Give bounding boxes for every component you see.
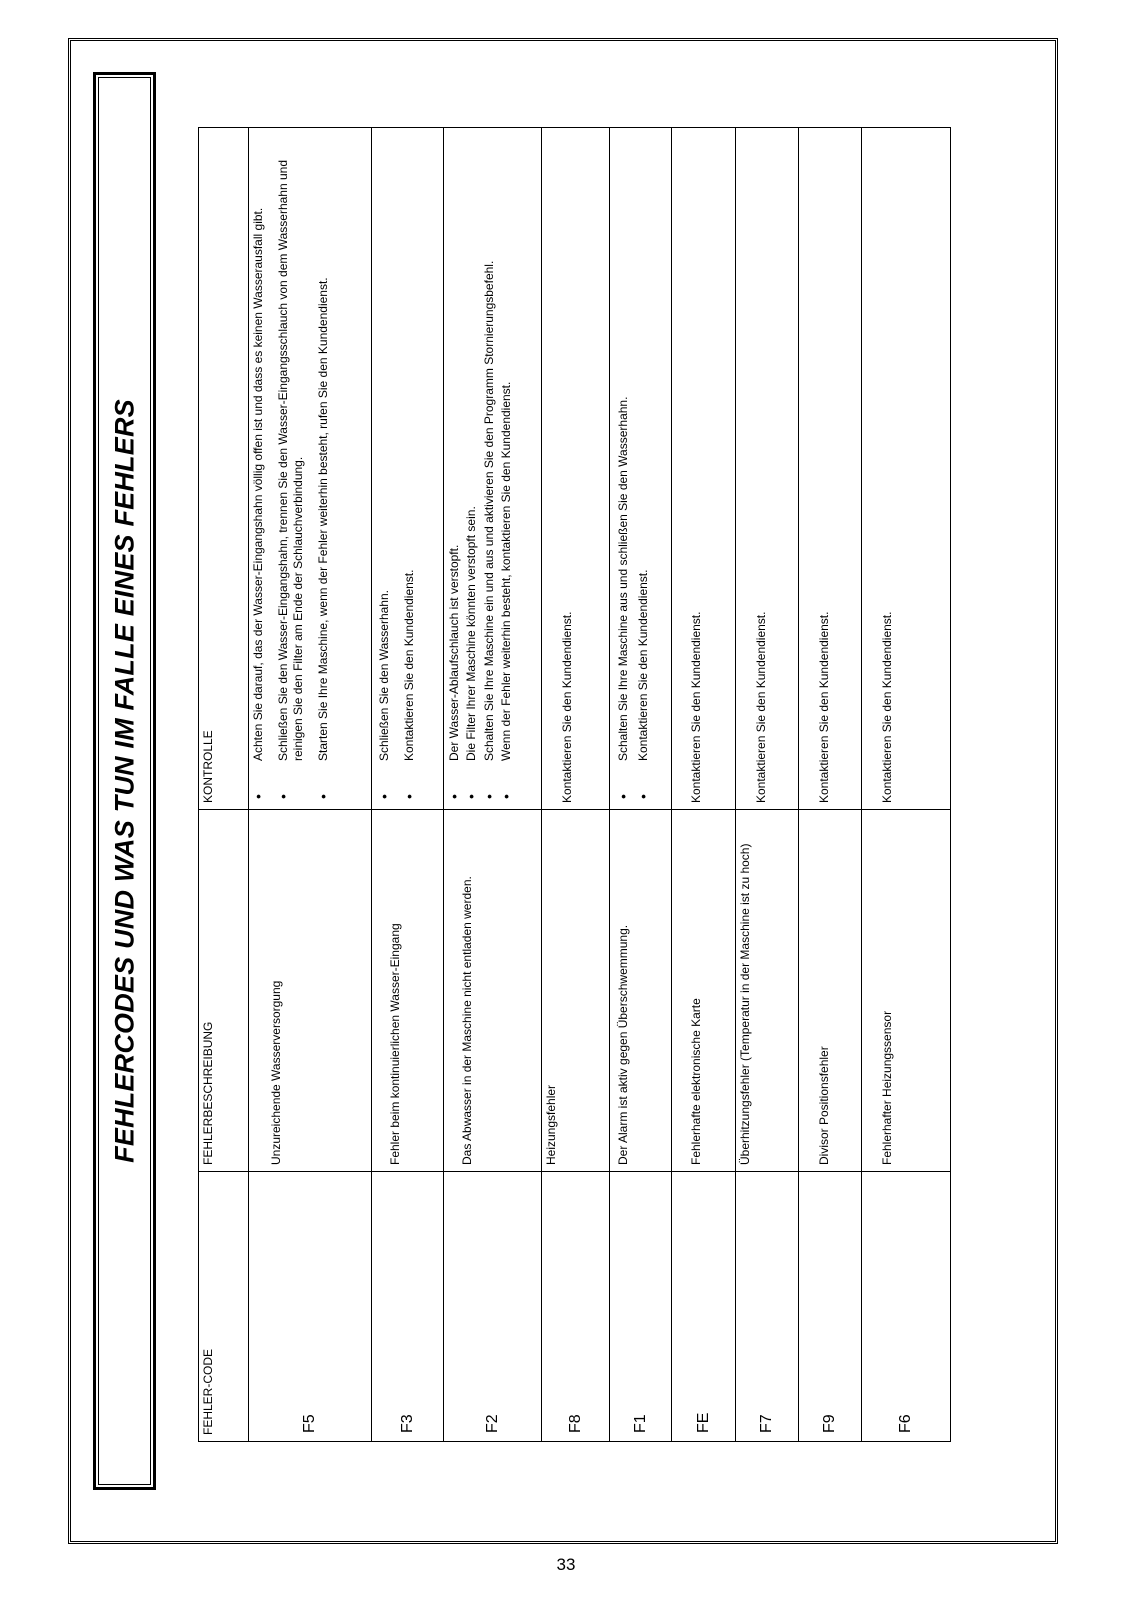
error-description: Unzureichende Wasserversorgung xyxy=(249,810,372,1172)
error-description: Überhitzungsfehler (Temperatur in der Maschine ist zu hoch) xyxy=(736,810,799,1172)
error-code: F3 xyxy=(372,1172,444,1442)
page-number: 33 xyxy=(556,1555,576,1574)
error-control: Kontaktieren Sie den Kundendienst. xyxy=(862,128,951,810)
error-description: Fehler beim kontinuierlichen Wasser-Eingang xyxy=(372,810,444,1172)
table-row xyxy=(862,128,951,1442)
error-control xyxy=(444,128,542,810)
table-row xyxy=(799,128,862,1442)
control-item: • Starten Sie Ihre Maschine, wenn der Fehler weiterhin besteht, rufen Sie den Kundendienst. xyxy=(316,134,330,803)
table-header-row xyxy=(199,128,249,1442)
error-code: F1 xyxy=(610,1172,672,1442)
page-title: FEHLERCODES UND WAS TUN IM FALLE EINES FEHLERS xyxy=(109,399,139,1163)
error-control xyxy=(372,128,444,810)
error-control: Kontaktieren Sie den Kundendienst. xyxy=(736,128,799,810)
title-box xyxy=(93,72,156,1490)
control-item: • Schalten Sie Ihre Maschine aus und schließen Sie den Wasserhahn. xyxy=(616,134,630,803)
error-description: Fehlerhafter Heizungssensor xyxy=(862,810,951,1172)
error-code: F6 xyxy=(862,1172,951,1442)
error-code: F5 xyxy=(249,1172,372,1442)
error-code: F7 xyxy=(736,1172,799,1442)
error-table-container xyxy=(198,128,950,1442)
table-row xyxy=(672,128,736,1442)
error-description: Das Abwasser in der Maschine nicht entladen werden. xyxy=(444,810,542,1172)
error-code: F2 xyxy=(444,1172,542,1442)
error-control: Kontaktieren Sie den Kundendienst. xyxy=(672,128,736,810)
error-description: Fehlerhafte elektronische Karte xyxy=(672,810,736,1172)
error-description: Der Alarm ist aktiv gegen Überschwemmung. xyxy=(610,810,672,1172)
header-code: FEHLER-CODE xyxy=(199,1172,249,1442)
control-item: • Schalten Sie Ihre Maschine ein und aus und aktivieren Sie den Programm Stornierungsbefehl. xyxy=(482,134,496,803)
table-row xyxy=(610,128,672,1442)
table-row xyxy=(542,128,610,1442)
control-item: • Die Filter Ihrer Maschine könnten verstopft sein. xyxy=(464,134,478,803)
control-item: • Kontaktieren Sie den Kundendienst. xyxy=(636,134,650,803)
control-item: • Schließen Sie den Wasser-Eingangshahn, trennen Sie den Wasser-Eingangsschlauch von dem Wasserhahn und reinigen Sie den Filter am Ende der Schlauchverbindung. xyxy=(276,134,305,803)
header-description: FEHLERBESCHREIBUNG xyxy=(199,810,249,1172)
control-item: • Der Wasser-Ablaufschlauch ist verstopft. xyxy=(447,134,461,803)
error-description: Heizungsfehler xyxy=(542,810,610,1172)
error-code: F9 xyxy=(799,1172,862,1442)
error-control xyxy=(249,128,372,810)
table-row xyxy=(736,128,799,1442)
control-item: • Schließen Sie den Wasserhahn. xyxy=(377,134,391,803)
error-code: F8 xyxy=(542,1172,610,1442)
error-description: Divisor Positionsfehler xyxy=(799,810,862,1172)
error-control: Kontaktieren Sie den Kundendienst. xyxy=(799,128,862,810)
error-control xyxy=(610,128,672,810)
control-item: • Achten Sie darauf, das der Wasser-Eingangshahn völlig offen ist und dass es keinen Wasserausfall gibt. xyxy=(251,134,265,803)
control-item: • Kontaktieren Sie den Kundendienst. xyxy=(402,134,416,803)
error-control: Kontaktieren Sie den Kundendienst. xyxy=(542,128,610,810)
header-control: KONTROLLE xyxy=(199,128,249,810)
table-row xyxy=(249,128,372,1442)
error-codes-table xyxy=(198,127,951,1442)
table-row xyxy=(444,128,542,1442)
control-item: • Wenn der Fehler weiterhin besteht, kontaktieren Sie den Kundendienst. xyxy=(499,134,513,803)
table-row xyxy=(372,128,444,1442)
error-code: FE xyxy=(672,1172,736,1442)
